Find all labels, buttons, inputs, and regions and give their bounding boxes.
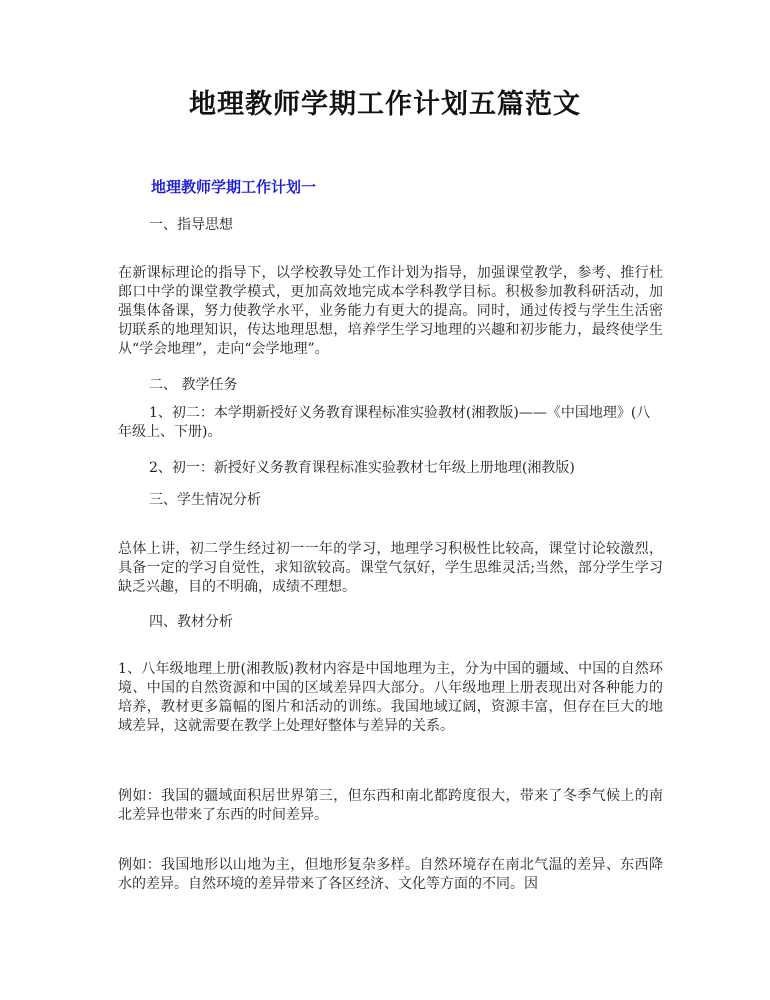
section-title: 地理教师学期工作计划一 (151, 178, 317, 196)
paragraph-example-territory: 例如：我国的疆域面积居世界第三，但东西和南北都跨度很大，带来了冬季气候上的南北差异也带来了东西的时间差异。 (118, 788, 663, 823)
document-title: 地理教师学期工作计划五篇范文 (189, 89, 581, 120)
paragraph-task-grade8: 1、初二：本学期新授好义务教育课程标准实验教材(湘教版)——《中国地理》(八年级上、下册)。 (118, 405, 651, 440)
heading-textbook-analysis: 四、教材分析 (149, 614, 233, 630)
paragraph-textbook-analysis: 1、八年级地理上册(湘教版)教材内容是中国地理为主，分为中国的疆域、中国的自然环境、中国的自然资源和中国的区域差异四大部分。八年级地理上册表现出对各种能力的培养，教材更多篇幅的图片和活动的训练。我国地域辽阔，资源丰富，但存在巨大的地域差异，这就需要在教学上处理好整体与差异的关系。 (118, 661, 663, 734)
heading-teaching-tasks: 二、 教学任务 (149, 377, 238, 393)
paragraph-task-grade7: 2、初一：新授好义务教育课程标准实验教材七年级上册地理(湘教版) (149, 460, 575, 476)
paragraph-guiding-ideology: 在新课标理论的指导下，以学校教导处工作计划为指导，加强课堂教学，参考、推行杜郎口中学的课堂教学模式，更加高效地完成本学科教学目标。积极参加教科研活动，加强集体备课，努力使教学水平，业务能力有更大的提高。同时，通过传授与学生生活密切联系的地理知识，传达地理思想，培养学生学习地理的兴趣和初步能力，最终使学生从“学会地理”，走向“会学地理”。 (118, 265, 663, 357)
paragraph-student-analysis: 总体上讲，初二学生经过初一一年的学习，地理学习积极性比较高，课堂讨论较激烈，具备一定的学习自觉性，求知欲较高。课堂气氛好，学生思维灵活;当然，部分学生学习缺乏兴趣，目的不明确，成绩不理想。 (118, 541, 663, 595)
heading-student-analysis: 三、学生情况分析 (149, 492, 261, 508)
heading-guiding-ideology: 一、指导思想 (149, 217, 233, 233)
paragraph-example-terrain: 例如：我国地形以山地为主，但地形复杂多样。自然环境存在南北气温的差异、东西降水的差异。自然环境的差异带来了各区经济、文化等方面的不同。因 (118, 857, 663, 892)
